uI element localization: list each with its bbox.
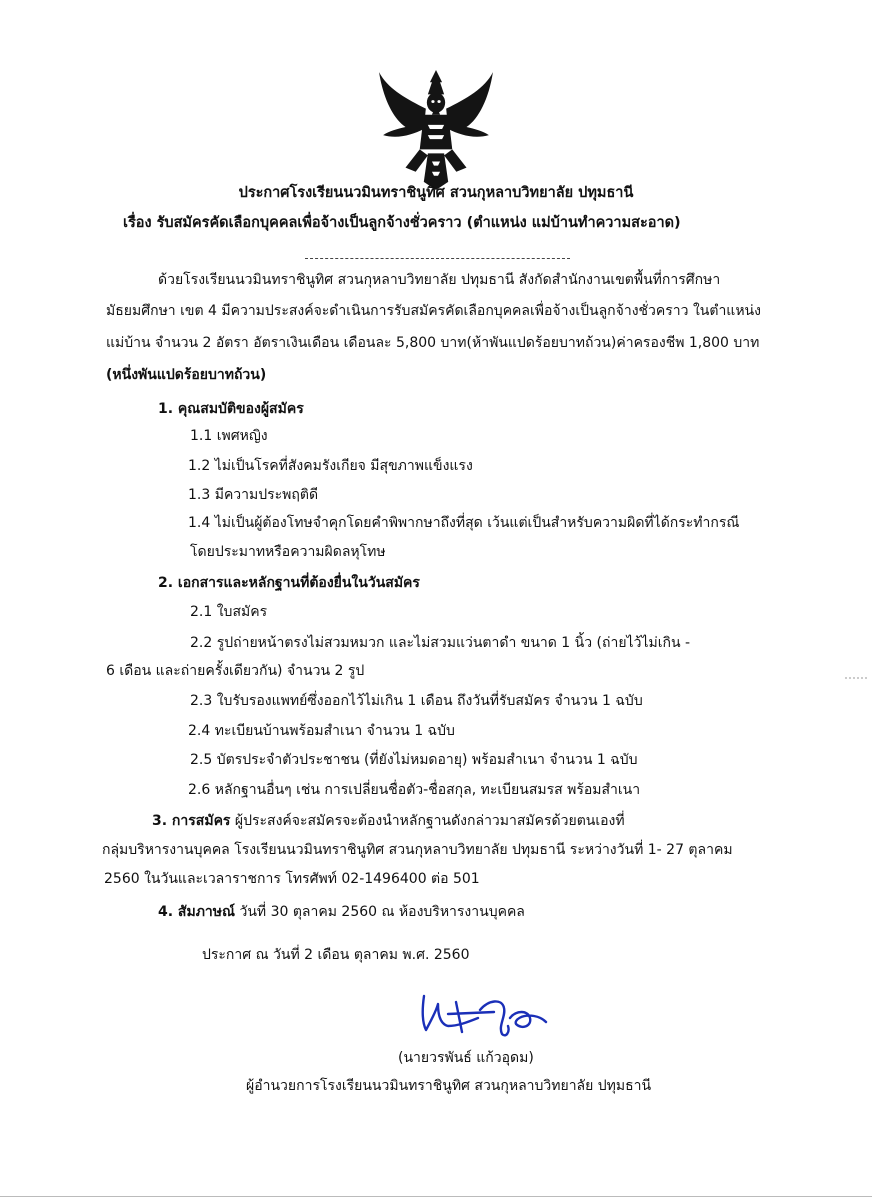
section-3-detail: กลุ่มบริหารงานบุคคล โรงเรียนนวมินทราชินูทิศ สวนกุหลาบวิทยาลัย ปทุมธานี ระหว่างวันที่ 1- 27 ตุลาคม [102,842,733,858]
section-1-item: 1.2 ไม่เป็นโรคที่สังคมรังเกียจ มีสุขภาพแข็งแรง [188,458,473,474]
intro-line-2: มัธยมศึกษา เขต 4 มีความประสงค์จะดำเนินการรับสมัครคัดเลือกบุคคลเพื่อจ้างเป็นลูกจ้างชั่วคราว ในตำแหน่ง [106,303,761,319]
section-2-item: 2.5 บัตรประจำตัวประชาชน (ที่ยังไม่หมดอายุ) พร้อมสำเนา จำนวน 1 ฉบับ [190,752,638,768]
section-2-item: 2.4 ทะเบียนบ้านพร้อมสำเนา จำนวน 1 ฉบับ [188,723,455,739]
scan-edge [0,1196,872,1197]
section-1-item: 1.4 ไม่เป็นผู้ต้องโทษจำคุกโดยคำพิพากษาถึงที่สุด เว้นแต่เป็นสำหรับความผิดที่ได้กระทำกรณี [188,515,740,531]
section-2-item: 2.3 ใบรับรองแพทย์ซึ่งออกไว้ไม่เกิน 1 เดือน ถึงวันที่รับสมัคร จำนวน 1 ฉบับ [190,693,643,709]
signer-position: ผู้อำนวยการโรงเรียนนวมินทราชินูทิศ สวนกุหลาบวิทยาลัย ปทุมธานี [246,1078,652,1094]
intro-line-1: ด้วยโรงเรียนนวมินทราชินูทิศ สวนกุหลาบวิทยาลัย ปทุมธานี สังกัดสำนักงานเขตพื้นที่การศึกษา [158,272,721,288]
section-2-item: 2.6 หลักฐานอื่นๆ เช่น การเปลี่ยนชื่อตัว-ชื่อสกุล, ทะเบียนสมรส พร้อมสำเนา [188,782,641,798]
section-3-line [152,811,625,831]
section-1-item-continued: โดยประมาทหรือความผิดลหุโทษ [190,544,386,560]
section-3-text: ผู้ประสงค์จะสมัครจะต้องนำหลักฐานดังกล่าวมาสมัครด้วยตนเองที่ [230,813,625,829]
scan-speck [845,676,867,680]
section-1-item: 1.1 เพศหญิง [190,428,268,444]
section-2-heading: 2. เอกสารและหลักฐานที่ต้องยื่นในวันสมัคร [158,575,420,591]
section-4-line [158,902,525,922]
announcement-title: ประกาศโรงเรียนนวมินทราชินูทิศ สวนกุหลาบวิทยาลัย ปทุมธานี [238,185,634,201]
signer-name: (นายวรพันธ์ แก้วอุดม) [398,1050,534,1066]
intro-line-4: (หนึ่งพันแปดร้อยบาทถ้วน) [106,367,267,383]
garuda-emblem-icon [375,68,497,190]
section-3-heading: 3. การสมัคร [152,813,231,829]
section-4-text: วันที่ 30 ตุลาคม 2560 ณ ห้องบริหารงานบุคคล [235,904,525,920]
section-2-item-continued: 6 เดือน และถ่ายครั้งเดียวกัน) จำนวน 2 รูป [106,663,365,679]
section-2-item: 2.2 รูปถ่ายหน้าตรงไม่สวมหมวก และไม่สวมแว่นตาดำ ขนาด 1 นิ้ว (ถ่ายไว้ไม่เกิน - [190,635,691,651]
announce-date: ประกาศ ณ วันที่ 2 เดือน ตุลาคม พ.ศ. 2560 [202,947,470,963]
section-1-heading: 1. คุณสมบัติของผู้สมัคร [158,401,304,417]
section-4-heading: 4. สัมภาษณ์ [158,904,236,920]
title-divider [305,258,570,259]
announcement-subject: เรื่อง รับสมัครคัดเลือกบุคคลเพื่อจ้างเป็นลูกจ้างชั่วคราว (ตำแหน่ง แม่บ้านทำความสะอาด) [123,215,681,231]
section-1-item: 1.3 มีความประพฤติดี [188,487,319,503]
section-3-detail: 2560 ในวันและเวลาราชการ โทรศัพท์ 02-1496400 ต่อ 501 [104,871,480,887]
section-2-item: 2.1 ใบสมัคร [190,604,268,620]
handwritten-signature [418,992,550,1040]
intro-line-3: แม่บ้าน จำนวน 2 อัตรา อัตราเงินเดือน เดือนละ 5,800 บาท(ห้าพันแปดร้อยบาทถ้วน)ค่าครองชีพ 1,800 บาท [106,335,760,351]
